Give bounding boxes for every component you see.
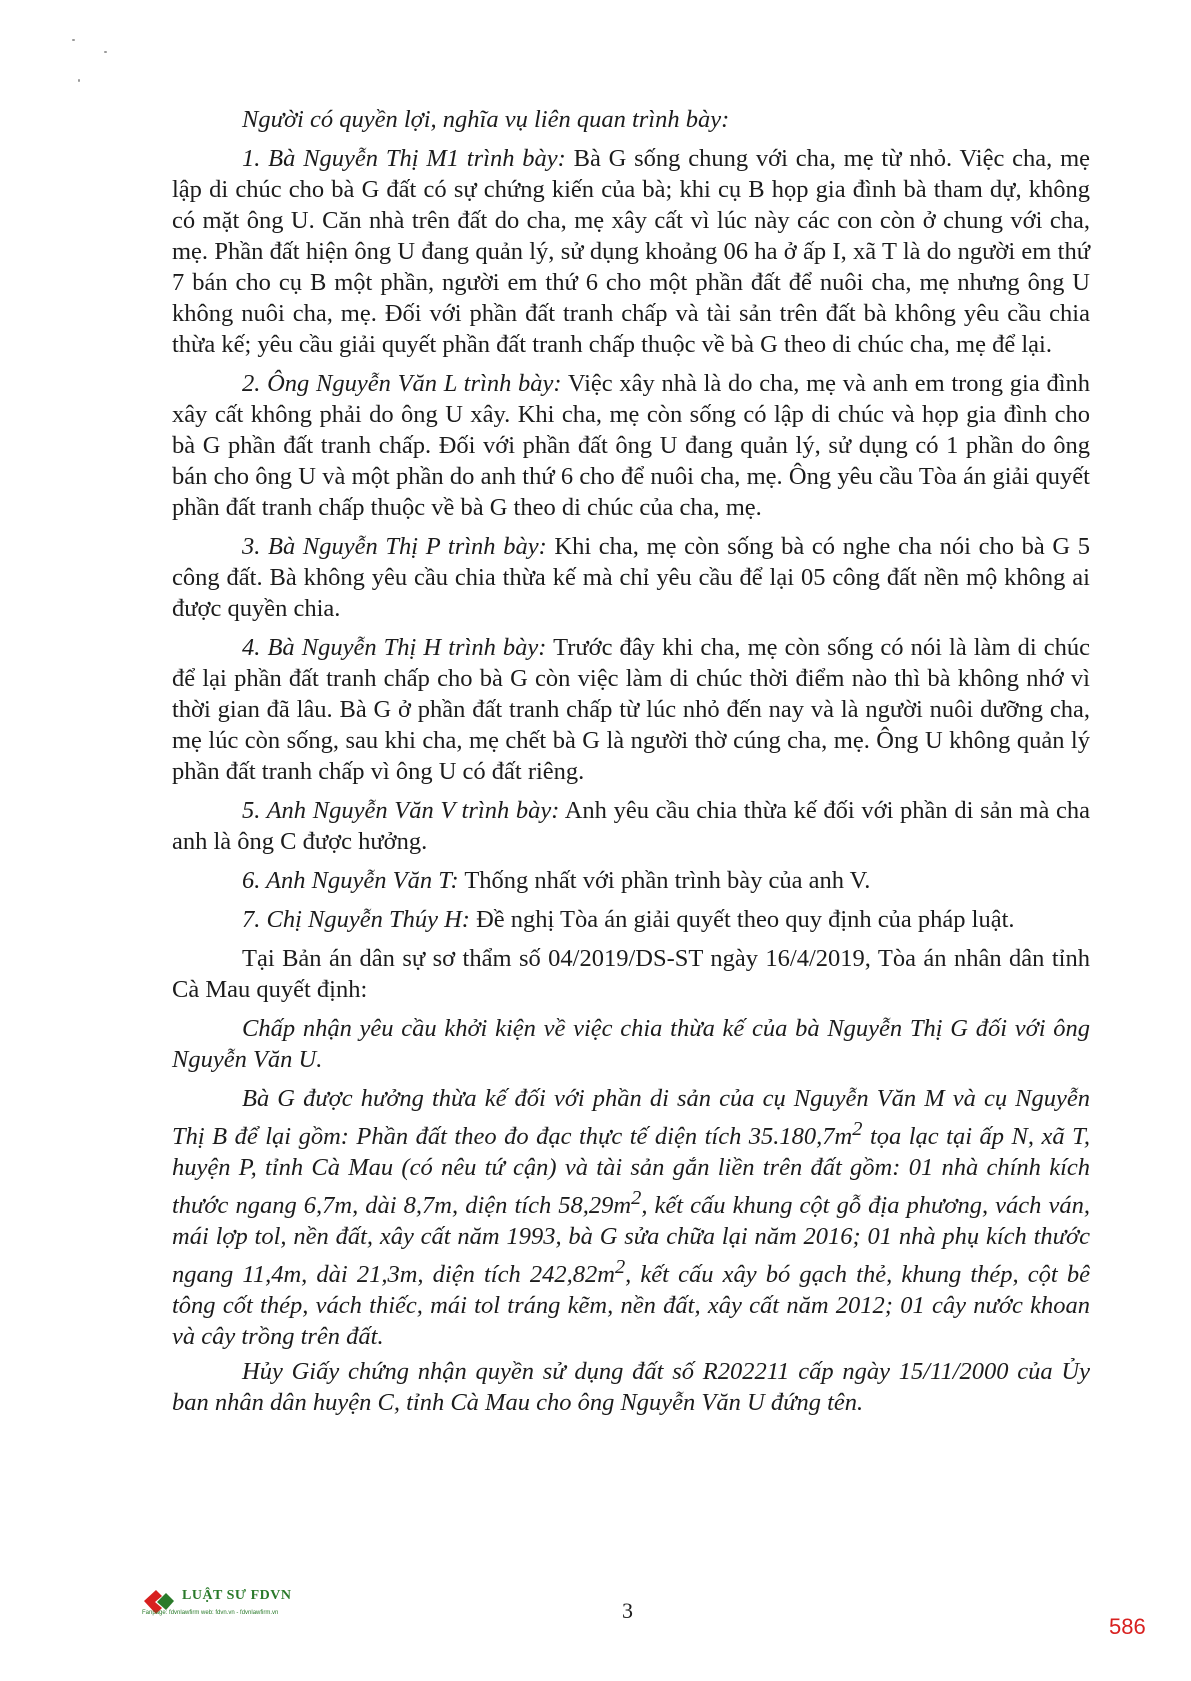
- page-number: 3: [622, 1598, 633, 1623]
- fdvn-logo: [142, 1587, 302, 1621]
- scan-speck: [72, 39, 75, 41]
- intro-heading: Người có quyền lợi, nghĩa vụ liên quan trình bày:: [242, 106, 730, 133]
- decision-accept-claim: Chấp nhận yêu cầu khởi kiện về việc chia thừa kế của bà Nguyễn Thị G đối với ông Nguyễn Văn U.: [172, 1015, 1090, 1073]
- statement-lead: 7. Chị Nguyễn Thúy H:: [242, 906, 470, 933]
- statement-lead: 4. Bà Nguyễn Thị H trình bày:: [242, 634, 547, 661]
- statement-text: Khi cha, mẹ còn sống bà có nghe cha nói cho bà G 5 công đất. Bà không yêu cầu chia thừa kế mà chỉ yêu cầu để lại 05 công đất nền mộ không ai được quyền chia.: [172, 533, 1090, 622]
- statement-4: [172, 632, 1090, 787]
- statement-lead: 1. Bà Nguyễn Thị M1 trình bày:: [242, 145, 566, 172]
- superscript: 2: [614, 1256, 626, 1279]
- superscript: 2: [852, 1118, 863, 1140]
- document-body: [172, 104, 1090, 1426]
- decision-text: Bà G được hưởng thừa kế đối với phần di sản của cụ Nguyễn Văn M và cụ Nguyễn Thị B để lại gồm: Phần đất theo đo đạc thực tế diện tích 35.180,7m: [172, 1085, 1090, 1151]
- statement-5: [172, 795, 1090, 857]
- statement-lead: 2. Ông Nguyễn Văn L trình bày:: [242, 370, 562, 397]
- statement-text: Đề nghị Tòa án giải quyết theo quy định của pháp luật.: [469, 906, 1015, 933]
- statement-text: Anh yêu cầu chia thừa kế đối với phần di sản mà cha anh là ông C được hưởng.: [172, 797, 1090, 855]
- statement-lead: 6. Anh Nguyễn Văn T:: [242, 867, 459, 894]
- decision-inheritance: [172, 1083, 1090, 1352]
- statement-lead: 3. Bà Nguyễn Thị P trình bày:: [242, 533, 547, 560]
- statement-1: [172, 143, 1090, 360]
- decision-text: , kết cấu khung cột gỗ địa phương, vách ván, mái lợp tol, nền đất, xây cất năm 1993, bà G sửa chữa lại năm 2016; 01 nhà phụ kích thước ngang 11,4m, dài 21,3m, diện tích 242,82m: [172, 1192, 1090, 1289]
- superscript: 2: [631, 1187, 642, 1210]
- statement-text: Bà G sống chung với cha, mẹ từ nhỏ. Việc cha, mẹ lập di chúc cho bà G đất có sự chứng kiến của bà; khi cụ B họp gia đình bà tham dự, không có mặt ông U. Căn nhà trên đất do cha, mẹ xây cất vì lúc này các con còn ở chung với cha, mẹ. Phần đất hiện ông U đang quản lý, sử dụng khoảng 06 ha ở ấp I, xã T là do người em thứ 7 bán cho cụ B một phần, người em thứ 6 cho một phần đất để nuôi cha, mẹ nhưng ông U không nuôi cha, mẹ. Đối với phần đất tranh chấp và tài sản trên đất bà không yêu cầu chia thừa kế; yêu cầu giải quyết phần đất tranh chấp thuộc về bà G theo di chúc cha, mẹ để lại.: [172, 145, 1090, 358]
- decision-cancel-certificate: Hủy Giấy chứng nhận quyền sử dụng đất số R202211 cấp ngày 15/11/2000 của Ủy ban nhân dân huyện C, tỉnh Cà Mau cho ông Nguyễn Văn U đứng tên.: [172, 1358, 1090, 1417]
- statement-text: Trước đây khi cha, mẹ còn sống có nói là làm di chúc để lại phần đất tranh chấp cho bà G còn việc làm di chúc thời điểm nào thì bà không nhớ vì thời gian đã lâu. Bà G ở phần đất tranh chấp từ lúc nhỏ đến nay và là người nuôi dưỡng cha, mẹ lúc còn sống, sau khi cha, mẹ chết bà G là người thờ cúng cha, mẹ. Ông U không quản lý phần đất tranh chấp vì ông U có đất riêng.: [172, 634, 1090, 785]
- statement-text: Thống nhất với phần trình bày của anh V.: [458, 867, 871, 894]
- logo-subtext: Fanpage: fdvnlawfirm web: fdvn.vn - fdvnlawfirm.vn: [142, 1610, 279, 1616]
- statement-6: [172, 865, 1090, 896]
- logo-name: LUẬT SƯ FDVN: [182, 1588, 292, 1603]
- judgment-intro: Tại Bản án dân sự sơ thẩm số 04/2019/DS-ST ngày 16/4/2019, Tòa án nhân dân tỉnh Cà Mau quyết định:: [172, 945, 1090, 1003]
- statement-2: [172, 368, 1090, 523]
- statement-3: [172, 531, 1090, 624]
- decision-text: , kết cấu xây bó gạch thẻ, khung thép, cột bê tông cốt thép, vách thiếc, mái tol tráng kẽm, nền đất, xây cất năm 2012; 01 cây nước khoan và cây trồng trên đất.: [172, 1261, 1090, 1351]
- decision-text: tọa lạc tại ấp N, xã T, huyện P, tỉnh Cà Mau (có nêu tứ cận) và tài sản gắn liền trên đất gồm: 01 nhà chính kích thước ngang 6,7m, dài 8,7m, diện tích 58,29m: [172, 1123, 1090, 1220]
- statement-lead: 5. Anh Nguyễn Văn V trình bày:: [242, 797, 560, 824]
- scan-speck: [104, 51, 107, 53]
- statement-7: [172, 904, 1090, 935]
- scan-speck: [78, 79, 80, 82]
- stamp-number: 586: [1109, 1614, 1146, 1639]
- statement-text: Việc xây nhà là do cha, mẹ và anh em trong gia đình xây cất không phải do ông U xây. Khi cha, mẹ còn sống có lập di chúc và họp gia đình cho bà G phần đất tranh chấp. Đối với phần đất ông U đang quản lý, sử dụng có 1 phần do ông bán cho ông U và một phần do anh thứ 6 cho để nuôi cha, mẹ. Ông yêu cầu Tòa án giải quyết phần đất tranh chấp thuộc về bà G theo di chúc của cha, mẹ.: [172, 370, 1091, 521]
